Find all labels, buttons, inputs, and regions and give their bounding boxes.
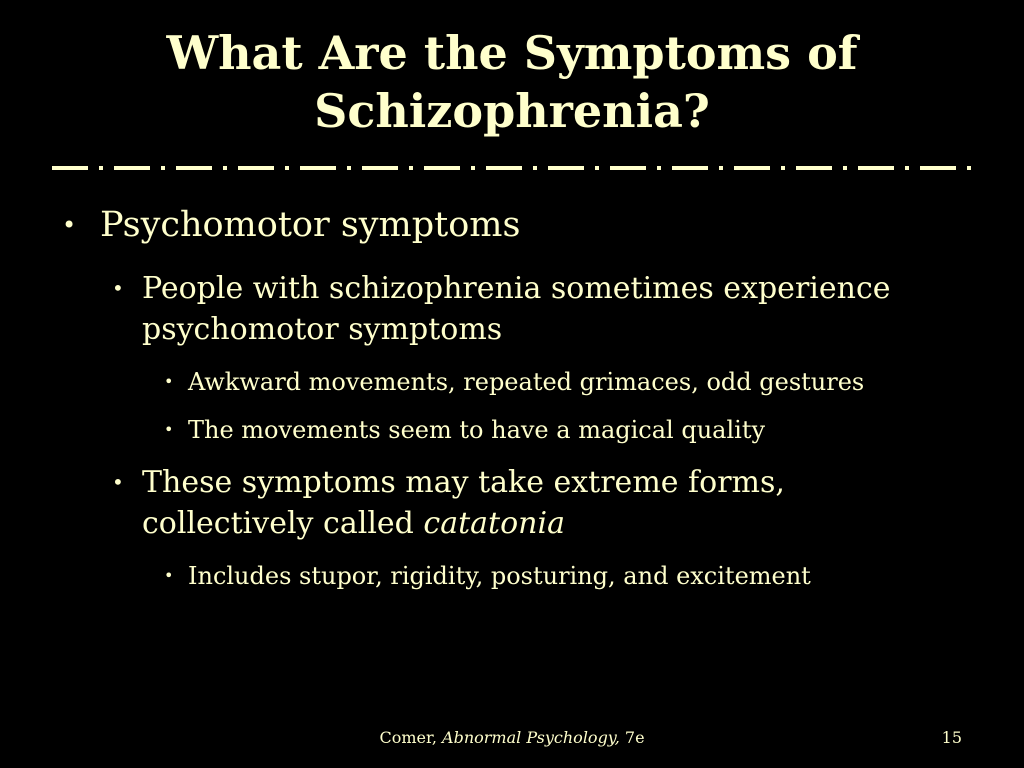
bullet-dot: •	[164, 420, 174, 439]
slide-number: 15	[941, 728, 962, 747]
bullet-text-regular: These symptoms may take extreme forms, collectively called	[142, 465, 785, 541]
footer-citation	[300, 728, 724, 747]
bullet-level3-includes-stupor	[164, 560, 994, 592]
bullet-text: Psychomotor symptoms	[100, 205, 521, 245]
bullet-dot: •	[164, 372, 174, 391]
bullet-text: Includes stupor, rigidity, posturing, and excitement	[188, 562, 811, 590]
bullet-dot: •	[164, 566, 174, 585]
bullet-level1-psychomotor	[62, 203, 520, 247]
bullet-text	[142, 462, 902, 544]
bullet-dot: •	[112, 470, 124, 494]
bullet-level3-awkward-movements	[164, 366, 994, 398]
bullet-text: Awkward movements, repeated grimaces, odd gestures	[188, 368, 865, 396]
bullet-text: People with schizophrenia sometimes experience psychomotor symptoms	[142, 271, 891, 347]
bullet-level3-magical-quality	[164, 414, 994, 446]
bullet-level2-extreme-forms	[112, 462, 982, 544]
bullet-text-italic: catatonia	[423, 506, 565, 541]
bullet-text: The movements seem to have a magical quality	[188, 416, 766, 444]
footer-book-title: Abnormal Psychology,	[442, 728, 620, 747]
bullet-dot: •	[112, 276, 124, 300]
bullet-level2-people-with-schizophrenia	[112, 268, 982, 350]
bullet-dot: •	[62, 211, 77, 239]
footer-author: Comer,	[379, 728, 443, 747]
footer-edition: 7e	[619, 728, 645, 747]
slide-title: What Are the Symptoms of Schizophrenia?	[166, 26, 858, 138]
